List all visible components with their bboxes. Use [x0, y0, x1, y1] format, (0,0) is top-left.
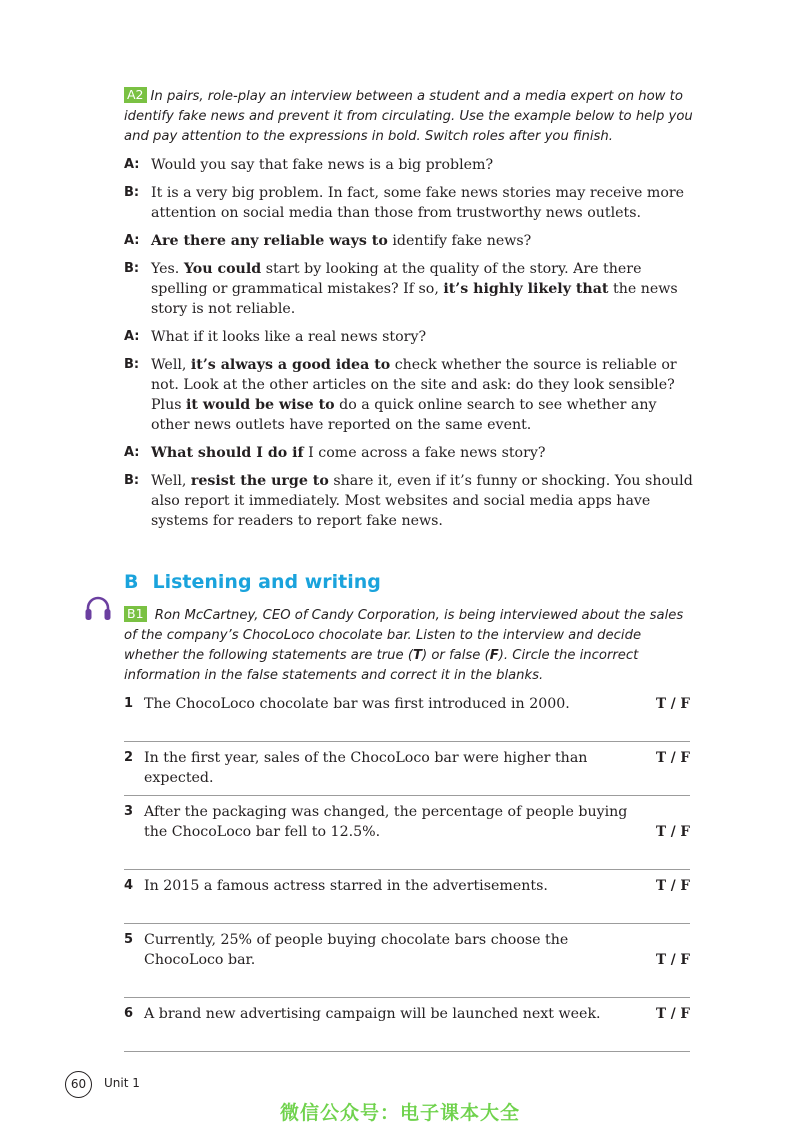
b1-instruction-segment: F — [489, 648, 499, 663]
statement-item — [124, 694, 690, 748]
statement-text: Currently, 25% of people buying chocolate bars choose the ChocoLoco bar. — [144, 932, 569, 968]
section-title: Listening and writing — [152, 571, 381, 593]
speech-segment: What if it looks like a real news story? — [151, 329, 427, 345]
statement-item — [124, 802, 690, 876]
item-number: 2 — [124, 750, 134, 765]
a2-instruction — [124, 87, 694, 147]
speech-segment: I come across a fake news story? — [303, 445, 546, 461]
b1-instruction-segment: ) or false ( — [422, 648, 490, 663]
a2-instruction-text: In pairs, role-play an interview between a student and a media expert on how to identify fake news and prevent it from circulating. Use the example below to help you and pay attention to the expressions in bold. Switch roles after you finish. — [124, 89, 693, 144]
answer-blank[interactable] — [124, 795, 690, 796]
answer-blank[interactable] — [124, 923, 690, 924]
speech-text — [151, 327, 694, 347]
b1-instruction-segment: ). Circle the incorrect information in the false statements and correct it in the blanks. — [124, 648, 639, 683]
speech-segment: the news story is not reliable. — [151, 281, 678, 317]
answer-blank[interactable] — [124, 997, 690, 998]
speech-text — [151, 231, 694, 251]
answer-blank[interactable] — [124, 869, 690, 870]
page-number: 60 — [65, 1071, 92, 1098]
item-number: 6 — [124, 1006, 134, 1021]
dialogue — [124, 155, 694, 531]
dialogue-line — [124, 443, 694, 463]
speaker-label: A: — [124, 233, 140, 248]
statement-list — [124, 694, 690, 1054]
watermark: 微信公众号：电子课本大全 — [279, 1102, 520, 1124]
speaker-label: B: — [124, 473, 140, 488]
dialogue-line — [124, 155, 694, 175]
speaker-label: B: — [124, 261, 140, 276]
answer-blank[interactable] — [124, 741, 690, 742]
true-false-choice[interactable]: T / F — [656, 1006, 690, 1022]
dialogue-line — [124, 231, 694, 251]
speech-segment: identify fake news? — [387, 233, 532, 249]
statement-text: In 2015 a famous actress starred in the advertisements. — [144, 878, 548, 894]
b1-instruction — [124, 606, 692, 686]
dialogue-line — [124, 355, 694, 435]
statement-text: After the packaging was changed, the percentage of people buying the ChocoLoco bar fell to 12.5%. — [144, 804, 628, 840]
statement-item — [124, 748, 690, 802]
b1-instruction-segment: T — [413, 648, 422, 663]
speech-segment: Well, — [151, 473, 191, 489]
speech-segment: share it, even if it’s funny or shocking. You should also report it immediately. Most websites and social media apps have systems for readers to report fake news. — [151, 473, 693, 529]
unit-label: Unit 1 — [104, 1076, 140, 1090]
speech-text — [151, 155, 694, 175]
bold-expression: it would be wise to — [186, 397, 335, 413]
dialogue-line — [124, 183, 694, 223]
statement-text: A brand new advertising campaign will be launched next week. — [144, 1006, 601, 1022]
speech-text — [151, 355, 694, 435]
statement-text: In the first year, sales of the ChocoLoco bar were higher than expected. — [144, 750, 588, 786]
item-number: 1 — [124, 696, 134, 711]
section-heading — [124, 571, 381, 593]
speech-segment: check whether the source is reliable or not. Look at the other articles on the site and ask: do they look sensible? Plus — [151, 357, 677, 413]
speech-text — [151, 471, 694, 531]
activity-a2 — [124, 87, 694, 539]
speech-segment: do a quick online search to see whether any other news outlets have reported on the same event. — [151, 397, 657, 433]
b1-badge: B1 — [124, 606, 147, 622]
true-false-choice[interactable]: T / F — [656, 952, 690, 968]
bold-expression: What should I do if — [151, 445, 304, 461]
statement-item — [124, 930, 690, 1004]
speech-segment: Would you say that fake news is a big problem? — [151, 157, 494, 173]
speech-segment: start by looking at the quality of the story. Are there spelling or grammatical mistakes? If so, — [151, 261, 642, 297]
item-number: 3 — [124, 804, 134, 819]
speaker-label: B: — [124, 357, 140, 372]
true-false-choice[interactable]: T / F — [656, 696, 690, 712]
true-false-choice[interactable]: T / F — [656, 824, 690, 840]
statement-text: The ChocoLoco chocolate bar was first introduced in 2000. — [144, 696, 570, 712]
bold-expression: Are there any reliable ways to — [151, 233, 388, 249]
statement-item — [124, 1004, 690, 1058]
speaker-label: A: — [124, 157, 140, 172]
speaker-label: A: — [124, 329, 140, 344]
dialogue-line — [124, 259, 694, 319]
bold-expression: it’s always a good idea to — [190, 357, 391, 373]
bold-expression: it’s highly likely that — [443, 281, 609, 297]
true-false-choice[interactable]: T / F — [656, 878, 690, 894]
item-number: 5 — [124, 932, 134, 947]
bold-expression: resist the urge to — [190, 473, 329, 489]
statement-item — [124, 876, 690, 930]
speech-text — [151, 259, 694, 319]
headphones-icon[interactable] — [83, 594, 113, 624]
answer-blank[interactable] — [124, 1051, 690, 1052]
speech-text — [151, 183, 694, 223]
section-letter: B — [124, 571, 139, 593]
speech-segment: Yes. — [151, 261, 184, 277]
speech-segment: It is a very big problem. In fact, some fake news stories may receive more attention on social media than those from trustworthy news outlets. — [151, 185, 685, 221]
speech-segment: Well, — [151, 357, 191, 373]
a2-badge: A2 — [124, 87, 147, 103]
bold-expression: You could — [183, 261, 262, 277]
speech-text — [151, 443, 694, 463]
true-false-choice[interactable]: T / F — [656, 750, 690, 766]
speaker-label: B: — [124, 185, 140, 200]
item-number: 4 — [124, 878, 134, 893]
activity-b1 — [124, 606, 692, 686]
dialogue-line — [124, 327, 694, 347]
speaker-label: A: — [124, 445, 140, 460]
b1-instruction-segment: Ron McCartney, CEO of Candy Corporation, is being interviewed about the sales of the company’s ChocoLoco chocolate bar. Listen to the interview and decide whether the following statements are true ( — [124, 608, 684, 663]
dialogue-line — [124, 471, 694, 531]
